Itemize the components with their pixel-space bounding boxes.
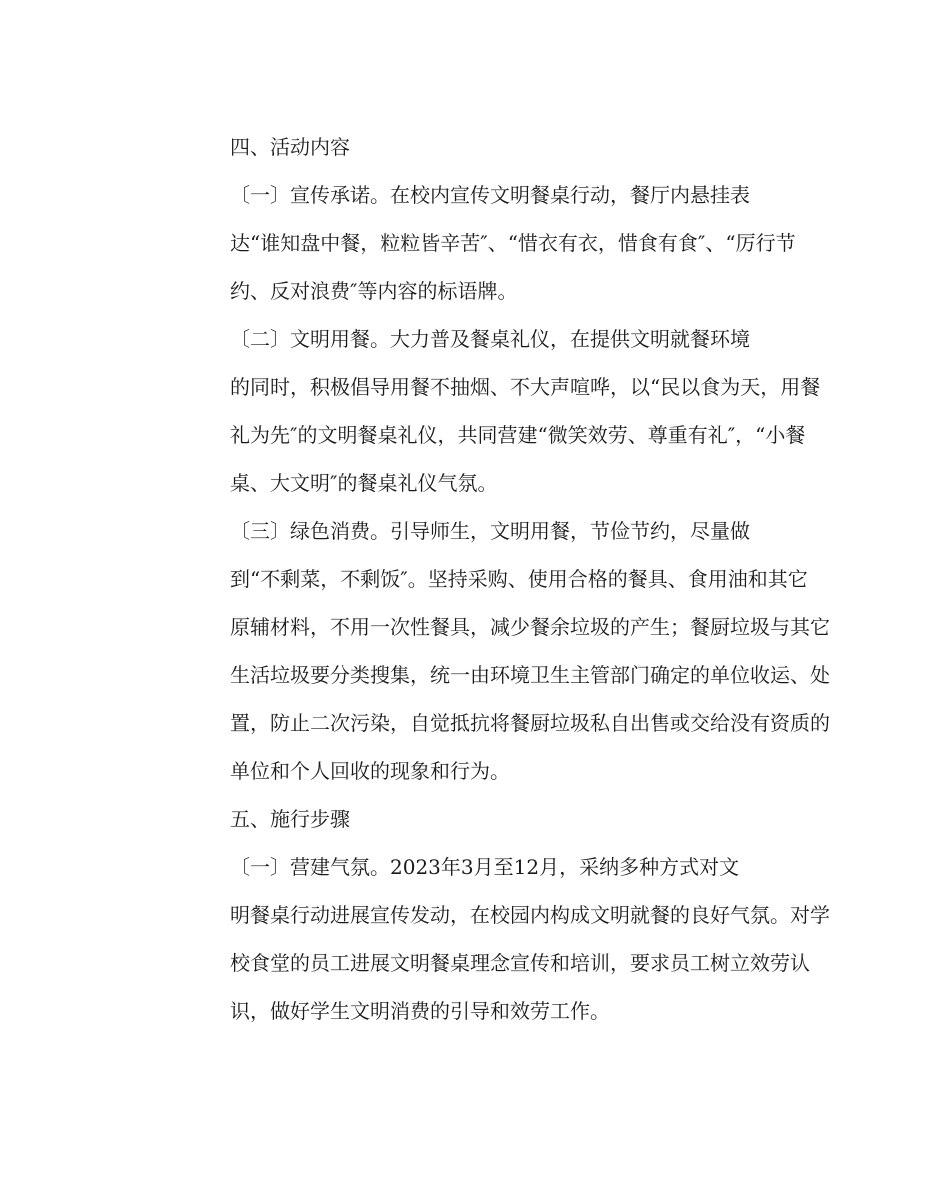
text-line: 达“谁知盘中餐，粒粒皆辛苦″、“惜衣有衣，惜食有食″、“厉行节: [230, 231, 796, 255]
text-line: 到“不剩菜，不剩饭″。坚持采购、使用合格的餐具、食用油和其它: [230, 567, 808, 591]
section-heading-activities: [150, 123, 815, 171]
text-line: 原辅材料，不用一次性餐具，减少餐余垃圾的产生；餐厨垃圾与其它: [230, 615, 830, 639]
text-line: 生活垃圾要分类搜集，统一由环境卫生主管部门确定的单位收运、处: [230, 663, 830, 687]
section-heading-text: 五、施行步骤: [230, 807, 350, 831]
document-body: [150, 123, 830, 1035]
text-line: 的同时，积极倡导用餐不抽烟、不大声喧哗，以“民以食为天，用餐: [230, 375, 821, 399]
section-heading-text: 四、活动内容: [230, 135, 350, 159]
text-line: 〔二〕文明用餐。大力普及餐桌礼仪，在提供文明就餐环境: [230, 327, 750, 351]
text-line: 置，防止二次污染，自觉抵抗将餐厨垃圾私自出售或交给没有资质的: [230, 711, 830, 735]
text-line: 〔三〕绿色消费。引导师生，文明用餐，节俭节约，尽量做: [230, 519, 750, 543]
paragraph-create-atmosphere: [150, 843, 830, 1035]
paragraph-publicity-pledge: [150, 171, 815, 315]
text-line: 〔一〕宣传承诺。在校内宣传文明餐桌行动，餐厅内悬挂表: [230, 183, 750, 207]
paragraph-civilized-dining: [150, 315, 821, 507]
text-line: 明餐桌行动进展宣传发动，在校园内构成文明就餐的良好气氛。对学: [230, 903, 830, 927]
paragraph-green-consumption: [150, 507, 830, 795]
text-line: 校食堂的员工进展文明餐桌理念宣传和培训，要求员工树立效劳认: [230, 951, 810, 975]
section-heading-implementation: [150, 795, 815, 843]
text-line: 桌、大文明″的餐桌礼仪气氛。: [230, 471, 498, 495]
text-line: 单位和个人回收的现象和行为。: [230, 759, 510, 783]
text-line: 礼为先″的文明餐桌礼仪，共同营建“微笑效劳、尊重有礼″，“小餐: [230, 423, 806, 447]
text-line: 〔一〕营建气氛。2023年3月至12月，采纳多种方式对文: [230, 855, 740, 879]
text-line: 识，做好学生文明消费的引导和效劳工作。: [230, 999, 610, 1023]
text-line: 约、反对浪费″等内容的标语牌。: [230, 279, 518, 303]
